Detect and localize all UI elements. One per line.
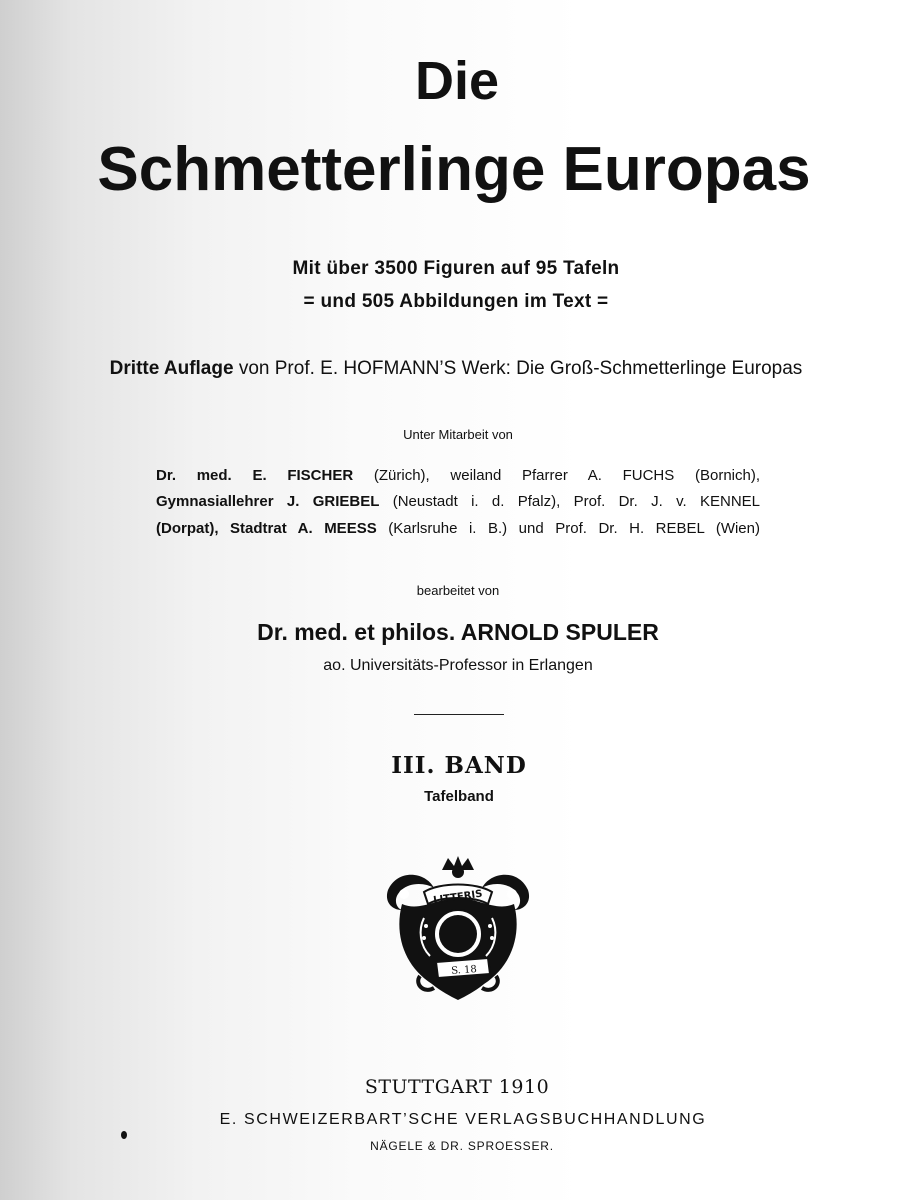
editor-label: bearbeitet von [416,583,500,598]
edition-work: von Prof. E. HOFMANN’S Werk: Die Groß-Schmetterlinge Europas [233,358,803,379]
collaborator-rest: (Karlsruhe i. B.) und Prof. Dr. H. REBEL (Wien) [376,520,760,537]
collaboration-label: Unter Mitarbeit von [403,427,513,442]
collaborator-rest: (Zürich), weiland Pfarrer A. FUCHS (Bornich), [353,467,760,484]
title-line-die: Die [414,51,500,111]
collaborator-bold: Gymnasiallehrer J. GRIEBEL [156,493,380,510]
divider-rule [414,714,504,715]
edition-label: Dritte Auflage [109,358,234,379]
collaborators-line-1 [156,467,760,484]
collaborator-bold: (Dorpat), Stadtrat A. MEESS [156,520,377,537]
main-title: Schmetterlinge Europas [97,135,811,204]
volume-title: III. BAND [391,752,527,779]
collaborators-line-2 [156,493,760,510]
subtitle-illustrations: = und 505 Abbildungen im Text = [303,291,609,312]
imprint-publisher: E. SCHWEIZERBART’SCHE VERLAGSBUCHHANDLUNG [219,1111,707,1128]
collaborators-line-3 [156,520,760,537]
edition-statement [110,358,803,380]
publisher-emblem-icon [384,854,532,1004]
volume-subtitle: Tafelband [424,788,494,805]
imprint-owners: NÄGELE & DR. SPROESSER. [370,1139,554,1153]
subtitle-figures: Mit über 3500 Figuren auf 95 Tafeln [292,258,620,279]
emblem-banner-text: LITTERIS [432,888,484,907]
ink-speck [121,1131,127,1139]
collaborator-bold: Dr. med. E. FISCHER [156,467,354,484]
editor-name: Dr. med. et philos. ARNOLD SPULER [257,619,659,645]
collaborator-rest: (Neustadt i. d. Pfalz), Prof. Dr. J. v. KENNEL [379,493,760,510]
editor-position: ao. Universitäts-Professor in Erlangen [323,657,593,674]
imprint-place-year: STUTTGART 1910 [364,1076,550,1098]
emblem-plaque-text: S. 18 [450,964,478,977]
